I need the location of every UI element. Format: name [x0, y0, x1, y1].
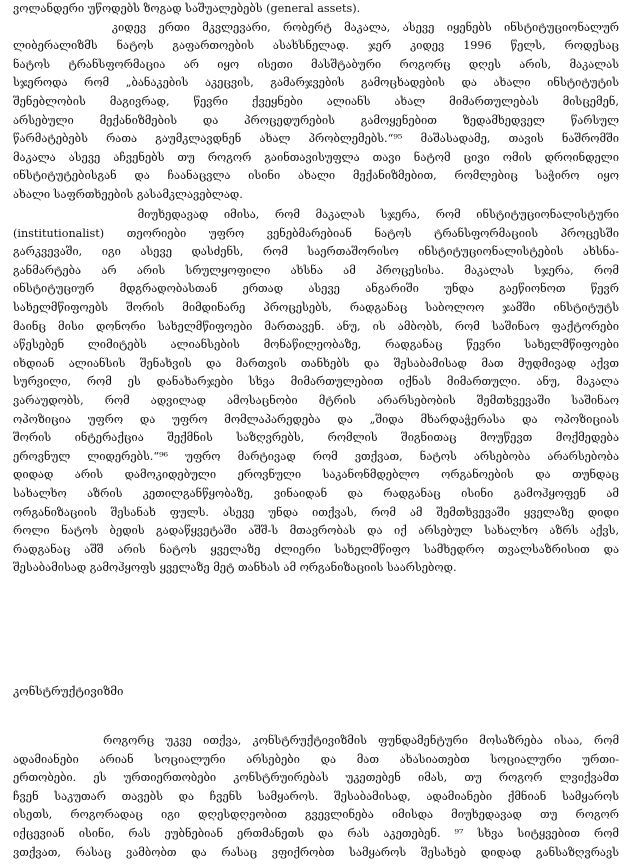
- text-line: სურვილი, რომ ეს დანახარჯები სხვა მიმართულებით იქნას მიმართული. ანუ, მაკალა: [13, 375, 619, 389]
- text-line: მაინც მისი დონორი სახელმწიფოები მართავენ. ანუ, ის ამბობს, რომ საშინაო ფაქტორები: [13, 319, 619, 333]
- text-line: ლიბერალიზმს ნატოს გაფართოების ასახსნელად. ჯერ კიდევ 1996 წელს, როდესაც: [13, 39, 619, 53]
- text-line: აწესებენ ლიმიტებს ალიანსების მონაწილეობაზე, რადგანაც წევრი სახელმწიფოები: [13, 338, 619, 352]
- text-line: არსებული მექანიზმების და პროცედურების გამოყენებით ზედამხედველ წარსულ: [13, 113, 619, 127]
- text-line: რადგანაც აშშ არის ნატოს ყველაზე ძლიერი სახელმწიფო სამხედრო თვალსაზრისით და: [13, 542, 619, 556]
- text-line: კიდევ ერთი მკვლევარი, რობერტ მაკალა, ასევე იყენებს ინსტიტუციონალურ: [13, 20, 619, 34]
- text-line: შესაბამისად გამოჰყოფს ყველაზე მეტ თანხას ამ ორგანიზაციის საარსებოდ.: [13, 561, 457, 575]
- paragraph-3: [13, 732, 619, 862]
- text-line: როლი ნატოს ბედის გადაწყვეტაში აშშ-ს მთავრობას და იქ არსებულ სახალხო აზრს აქვს,: [13, 524, 619, 538]
- text-line: იხდიან ალიანსის შენახვის და მართვის თანხებს და შესაბამისად მათ მუდმივად აქვთ: [13, 356, 619, 370]
- text-line: ჩვენ საკუთარ თავებს და ჩვენს სამყაროს. შესაბამისად, ადამიანები ქმნიან სამყაროს: [13, 789, 619, 803]
- text-line: ეროვნულ ლიდერებს.“⁹⁶ უფრო მარტივად რომ ვთქვათ, ნატოს არსებობა არარსებობა: [13, 449, 619, 463]
- text-line: მიუხედავად იმისა, რომ მაკალას სჯერა, რომ ინსტიტუციონალისტური: [13, 208, 619, 221]
- text-line: წარმატებებს რათა გაუმკლავდნენ ახალ პრობლემებს.“⁹⁵ მაშასადამე, თავის ნაშრომში: [13, 132, 619, 146]
- paragraph-2: [13, 206, 619, 578]
- text-line: ვთქვათ, რასაც ვამბობთ და რასაც ვფიქრობთ სამყაროს შესახებ დიდად განსაზღვრავს: [13, 845, 619, 859]
- text-line: (institutionalist) თეორიები უფრო ვენებმარებიან ნატოს ტრანსფორმაციის პროცესში: [13, 226, 619, 240]
- text-line: ვოლანდერი უწოდებს ზოგად საშუალებებს (general assets).: [13, 2, 361, 15]
- text-line: ისეთს, როგორადაც იგი დღესდღეობით გვევლინება იმისდა მიუხედავად თუ როგორ: [13, 808, 619, 822]
- text-line: ორგანიზაციის შესანახ ფულს. ასევე უნდა ითქვას, რომ ამ შემთხვევაში ყველაზე დიდი: [13, 505, 619, 519]
- text-line: როგორც უკვე ითქვა, კონსტრუქტივიზმის ფუნდამენტური მოსაზრება ისაა, რომ: [13, 734, 619, 747]
- text-line: ინსტიტუციურ მდგრადობასთან ერთად ასევე ანგარიში უნდა გაეწიონოთ წევრ: [13, 282, 619, 296]
- text-line: შენებლობის მაგივრად, წევრი ქვეყნები ალიანს ახალ მიმართულებას მისცემენ,: [13, 94, 619, 108]
- text-line: სჯეროდა რომ „ბანაკების აკეცვის, გამარჯვების გამოცხადების და ახალი ინსტიტუტის: [13, 76, 619, 90]
- text-line: ერთობები. ეს ურთიერთობები კონსტრუირებას უკეთებენ იმას, თუ როგორ ლვიქვამთ: [13, 771, 619, 785]
- text-line: ინსტიტუტებისგან და ჩაანაცვლა ისინი ახალი მექანიზმებით, რომლებიც საჭირო იყო: [13, 169, 619, 183]
- text-line: დიდად არის დამოკიდებული ეროვნული საკანონმდებლო ორგანოების და თუნდაც: [13, 468, 619, 482]
- text-line: იქცევიან ისინი, რას ეუბნებიან ერთმანეთს და რას აკეთებენ. ⁹⁷ სხვა სიტყვებით რომ: [13, 826, 619, 840]
- text-line: მაკალა ასევე აჩვენებს თუ როგორ გაინთავისუფლა თავი ნატომ ცივი ომის დროინდელი: [13, 150, 619, 164]
- text-line: სახელმწიფოებს შორის მიმდინარე პროცესებს, რადგანაც საბოლოო ჯამში ინსტიტუტს: [13, 300, 619, 314]
- text-line: ნატოს ტრანსფორმაცია არ იყო ისეთი მასშტაბური როგორც დღეს არის, მაკალას: [13, 57, 619, 71]
- text-line: გარკვევაში, იგი ასევე დასძენს, რომ საერთაშორისო ინსტიტუციონალისტების ახსნა-: [13, 245, 619, 259]
- text-line: განმარტება არ არის სრულყოფილი ახსნა ამ პროცესისა. მაკალას სჯერა, რომ: [13, 263, 619, 277]
- text-line: ახალი საფრთხეების გასამკლავებლად.: [13, 187, 243, 201]
- paragraph-1: [13, 0, 619, 205]
- text-line: ადამიანები არიან სოციალური არსებები და მათ ახასიათებთ სოციალური ურთი-: [13, 752, 619, 766]
- text-line: ოპოზიცია უფრო და უფრო მომლაპარედება და „შიდა მხარდაჭერასა და ოპოზიციას: [13, 412, 619, 426]
- text-line: შორის ინტერაქცია შექმნის საზღვრებს, რომლის შიგნითაც მოუწევთ მოქმედება: [13, 431, 619, 445]
- section-heading: კონსტრუქტივიზმი: [13, 684, 124, 698]
- text-line: ვარაუდობს, რომ ადვილად ამოსაცნობი მტრის არარსებობის შემთხვევაში საშინაო: [13, 393, 619, 407]
- text-line: სახალხო აზრის კეთილგანწყობაზე, ვინაიდან და რადგანაც ისინი გამოჰყოფენ ამ: [13, 486, 619, 500]
